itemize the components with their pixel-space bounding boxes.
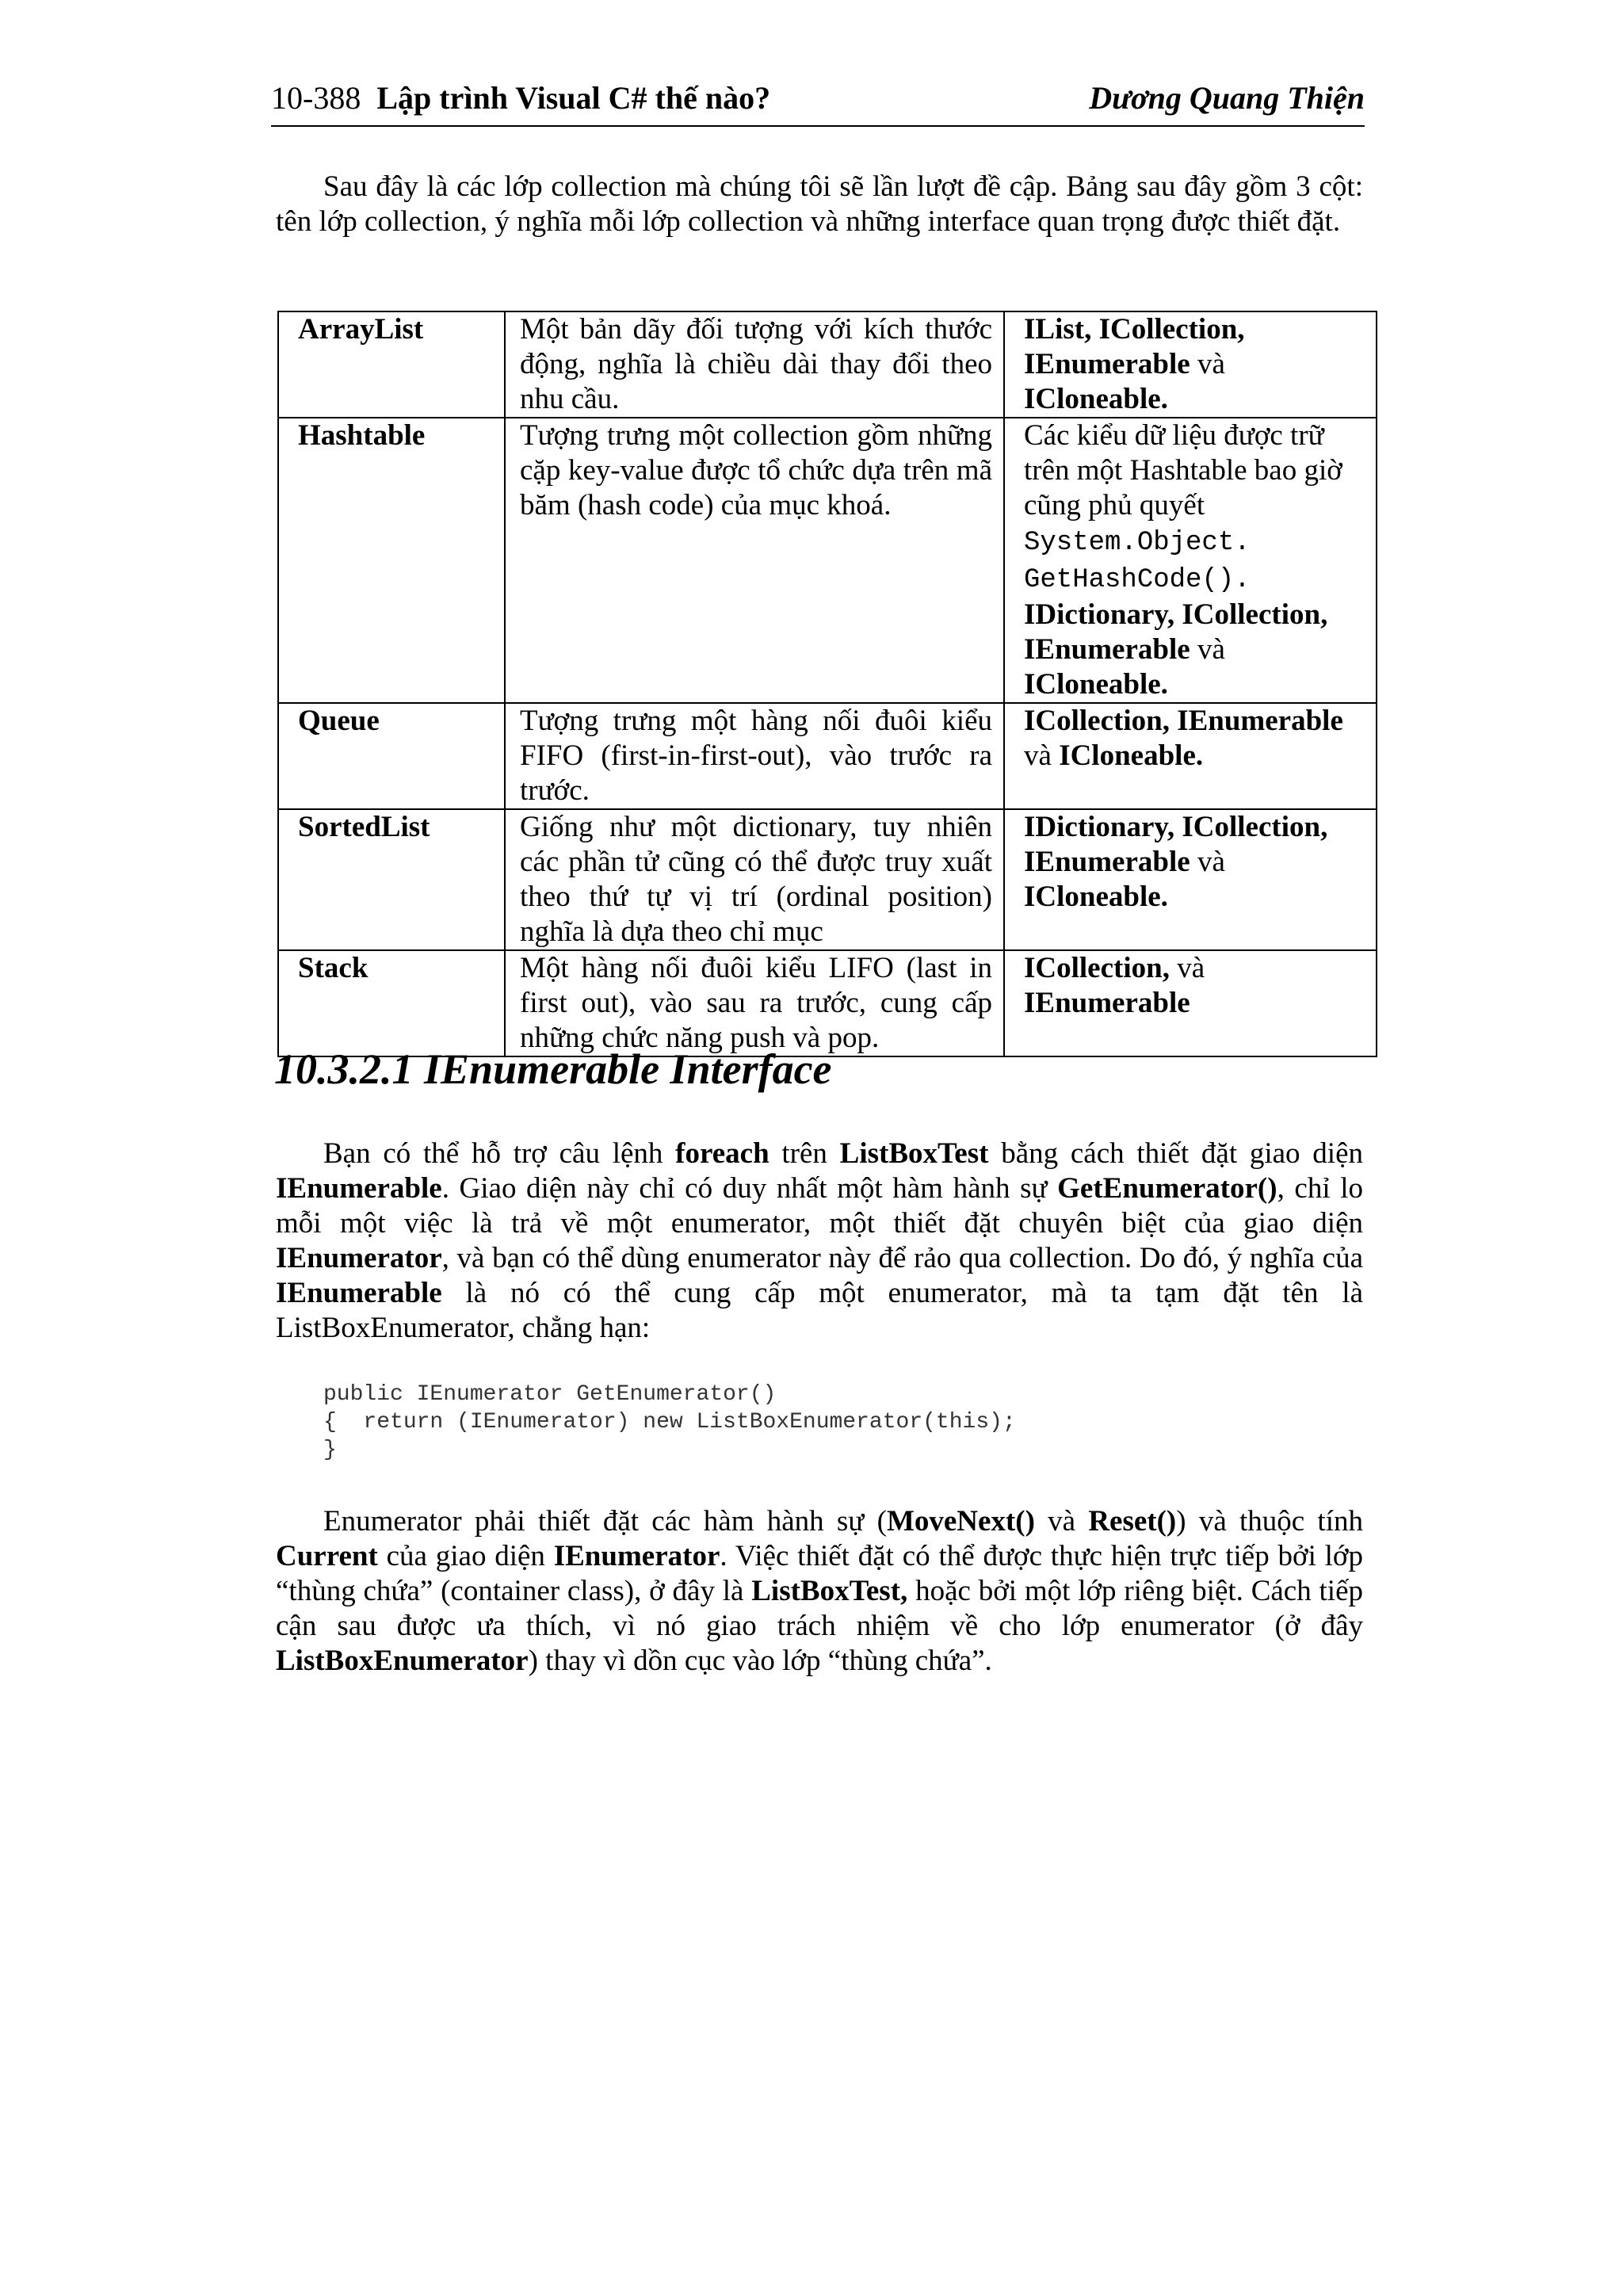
text-run: , chỉ lo mỗi một việc là trả về một enumerator, một thiết đặt chuyên biệt của giao diện <box>276 1172 1363 1240</box>
text-run: ) và thuộc tính <box>1176 1505 1363 1538</box>
meaning-cell: Một hàng nối đuôi kiểu LIFO (last in first out), vào sau ra trước, cung cấp những chức năng push và pop. <box>505 950 1004 1056</box>
text-run: Enumerator phải thiết đặt các hàm hành sự ( <box>323 1505 887 1538</box>
text-run: hoặc bởi một lớp riêng biệt. Cách tiếp cận sau được ưa thích, vì nó giao trách nhiệm về cho lớp enumerator (ở đây <box>276 1575 1363 1642</box>
interfaces-cell <box>1004 950 1377 1056</box>
class-name-cell: ArrayList <box>278 311 505 418</box>
bold-text: ListBoxTest <box>839 1137 989 1170</box>
code-line: { return (IEnumerator) new ListBoxEnumerator(this); <box>323 1410 1016 1435</box>
body-paragraph <box>276 1137 1363 1346</box>
bold-text: Current <box>276 1540 378 1572</box>
page-number: 10-388 <box>271 80 361 116</box>
class-name-cell: Queue <box>278 703 505 809</box>
text-run: . Việc thiết đặt có thể được thực hiện trực tiếp bởi lớp “thùng chứa” (container class), ở đây là <box>276 1540 1363 1607</box>
interfaces-text: ICloneable. <box>1024 668 1168 701</box>
bold-text: ListBoxTest, <box>751 1575 908 1607</box>
interfaces-text: ICollection, IEnumerable <box>1024 705 1343 737</box>
text-run: ) thay vì dồn cục vào lớp “thùng chứa”. <box>528 1645 992 1677</box>
table-row <box>278 418 1377 703</box>
interfaces-text: IDictionary, ICollection, <box>1024 598 1328 631</box>
meaning-cell: Tượng trưng một collection gồm những cặp key-value được tổ chức dựa trên mã băm (hash code) của mục khoá. <box>505 418 1004 703</box>
interfaces-text: IEnumerable <box>1024 633 1190 666</box>
interfaces-text: IDictionary, ICollection, <box>1024 811 1328 843</box>
bold-text: IEnumerable <box>276 1277 442 1309</box>
text-run: và <box>1034 1505 1089 1538</box>
interfaces-text: IList, ICollection, <box>1024 313 1245 346</box>
text-run: . Giao diện này chỉ có duy nhất một hàm hành sự <box>441 1172 1058 1205</box>
class-name-cell: Stack <box>278 950 505 1056</box>
meaning-cell: Một bản dãy đối tượng với kích thước động, nghĩa là chiều dài thay đổi theo nhu cầu. <box>505 311 1004 418</box>
table-row <box>278 809 1377 950</box>
bold-text: IEnumerator <box>553 1540 720 1572</box>
bold-text: Reset() <box>1088 1505 1177 1538</box>
meaning-cell: Tượng trưng một hàng nối đuôi kiểu FIFO (first-in-first-out), vào trước ra trước. <box>505 703 1004 809</box>
interfaces-text: ICloneable. <box>1024 383 1168 415</box>
conjunction-text: và <box>1024 739 1060 772</box>
interfaces-text: IEnumerable <box>1024 846 1190 878</box>
bold-text: MoveNext() <box>886 1505 1035 1538</box>
book-title: Lập trình Visual C# thế nào? <box>376 80 771 116</box>
bold-text: IEnumerator <box>276 1242 442 1274</box>
code-text: System.Object. <box>1024 528 1251 558</box>
page-header <box>271 79 1365 127</box>
text-run: Bạn có thể hỗ trợ câu lệnh <box>323 1137 676 1170</box>
section-heading: 10.3.2.1 IEnumerable Interface <box>274 1045 832 1093</box>
author-name: Dương Quang Thiện <box>1089 80 1365 116</box>
conjunction-text: và <box>1190 846 1225 878</box>
interfaces-text: IEnumerable <box>1024 348 1190 380</box>
bold-text: ListBoxEnumerator <box>276 1645 529 1677</box>
intro-paragraph: Sau đây là các lớp collection mà chúng tôi sẽ lần lượt đề cập. Bảng sau đây gồm 3 cột: tên lớp collection, ý nghĩa mỗi lớp collection và những interface quan trọng được thiết đặt. <box>276 170 1363 238</box>
note-text: Các kiểu dữ liệu được trữ trên một Hashtable bao giờ cũng phủ quyết <box>1024 419 1342 521</box>
class-name-cell: Hashtable <box>278 418 505 703</box>
text-run: là nó có thể cung cấp một enumerator, mà ta tạm đặt tên là ListBoxEnumerator, chẳng hạn: <box>276 1277 1363 1344</box>
conjunction-text: và <box>1190 348 1225 380</box>
interfaces-cell <box>1004 311 1377 418</box>
table-row <box>278 703 1377 809</box>
interfaces-cell <box>1004 809 1377 950</box>
interfaces-cell <box>1004 418 1377 703</box>
body-paragraph <box>276 1504 1363 1679</box>
text-run: của giao diện <box>377 1540 554 1572</box>
meaning-cell: Giống như một dictionary, tuy nhiên các phần tử cũng có thể được truy xuất theo thứ tự vị trí (ordinal position) nghĩa là dựa theo chỉ mục <box>505 809 1004 950</box>
bold-text: GetEnumerator() <box>1057 1172 1277 1205</box>
interfaces-text: ICloneable. <box>1024 881 1168 913</box>
bold-text: IEnumerable <box>276 1172 442 1205</box>
conjunction-text: và <box>1169 952 1205 984</box>
interfaces-text: ICloneable. <box>1059 739 1204 772</box>
text-run: bằng cách thiết đặt giao diện <box>988 1137 1363 1170</box>
text-run: trên <box>769 1137 840 1170</box>
table-row <box>278 950 1377 1056</box>
code-line: public IEnumerator GetEnumerator() <box>323 1382 777 1407</box>
header-left <box>271 79 770 117</box>
code-text: GetHashCode(). <box>1024 565 1251 595</box>
table-row <box>278 311 1377 418</box>
collection-classes-table <box>277 311 1377 1057</box>
code-block <box>323 1381 1016 1464</box>
class-name-cell: SortedList <box>278 809 505 950</box>
interfaces-cell <box>1004 703 1377 809</box>
interfaces-text: IEnumerable <box>1024 987 1190 1019</box>
conjunction-text: và <box>1190 633 1225 666</box>
interfaces-text: ICollection, <box>1024 952 1170 984</box>
text-run: , và bạn có thể dùng enumerator này để rảo qua collection. Do đó, ý nghĩa của <box>441 1242 1363 1274</box>
bold-text: foreach <box>675 1137 769 1170</box>
code-line: } <box>323 1438 337 1462</box>
